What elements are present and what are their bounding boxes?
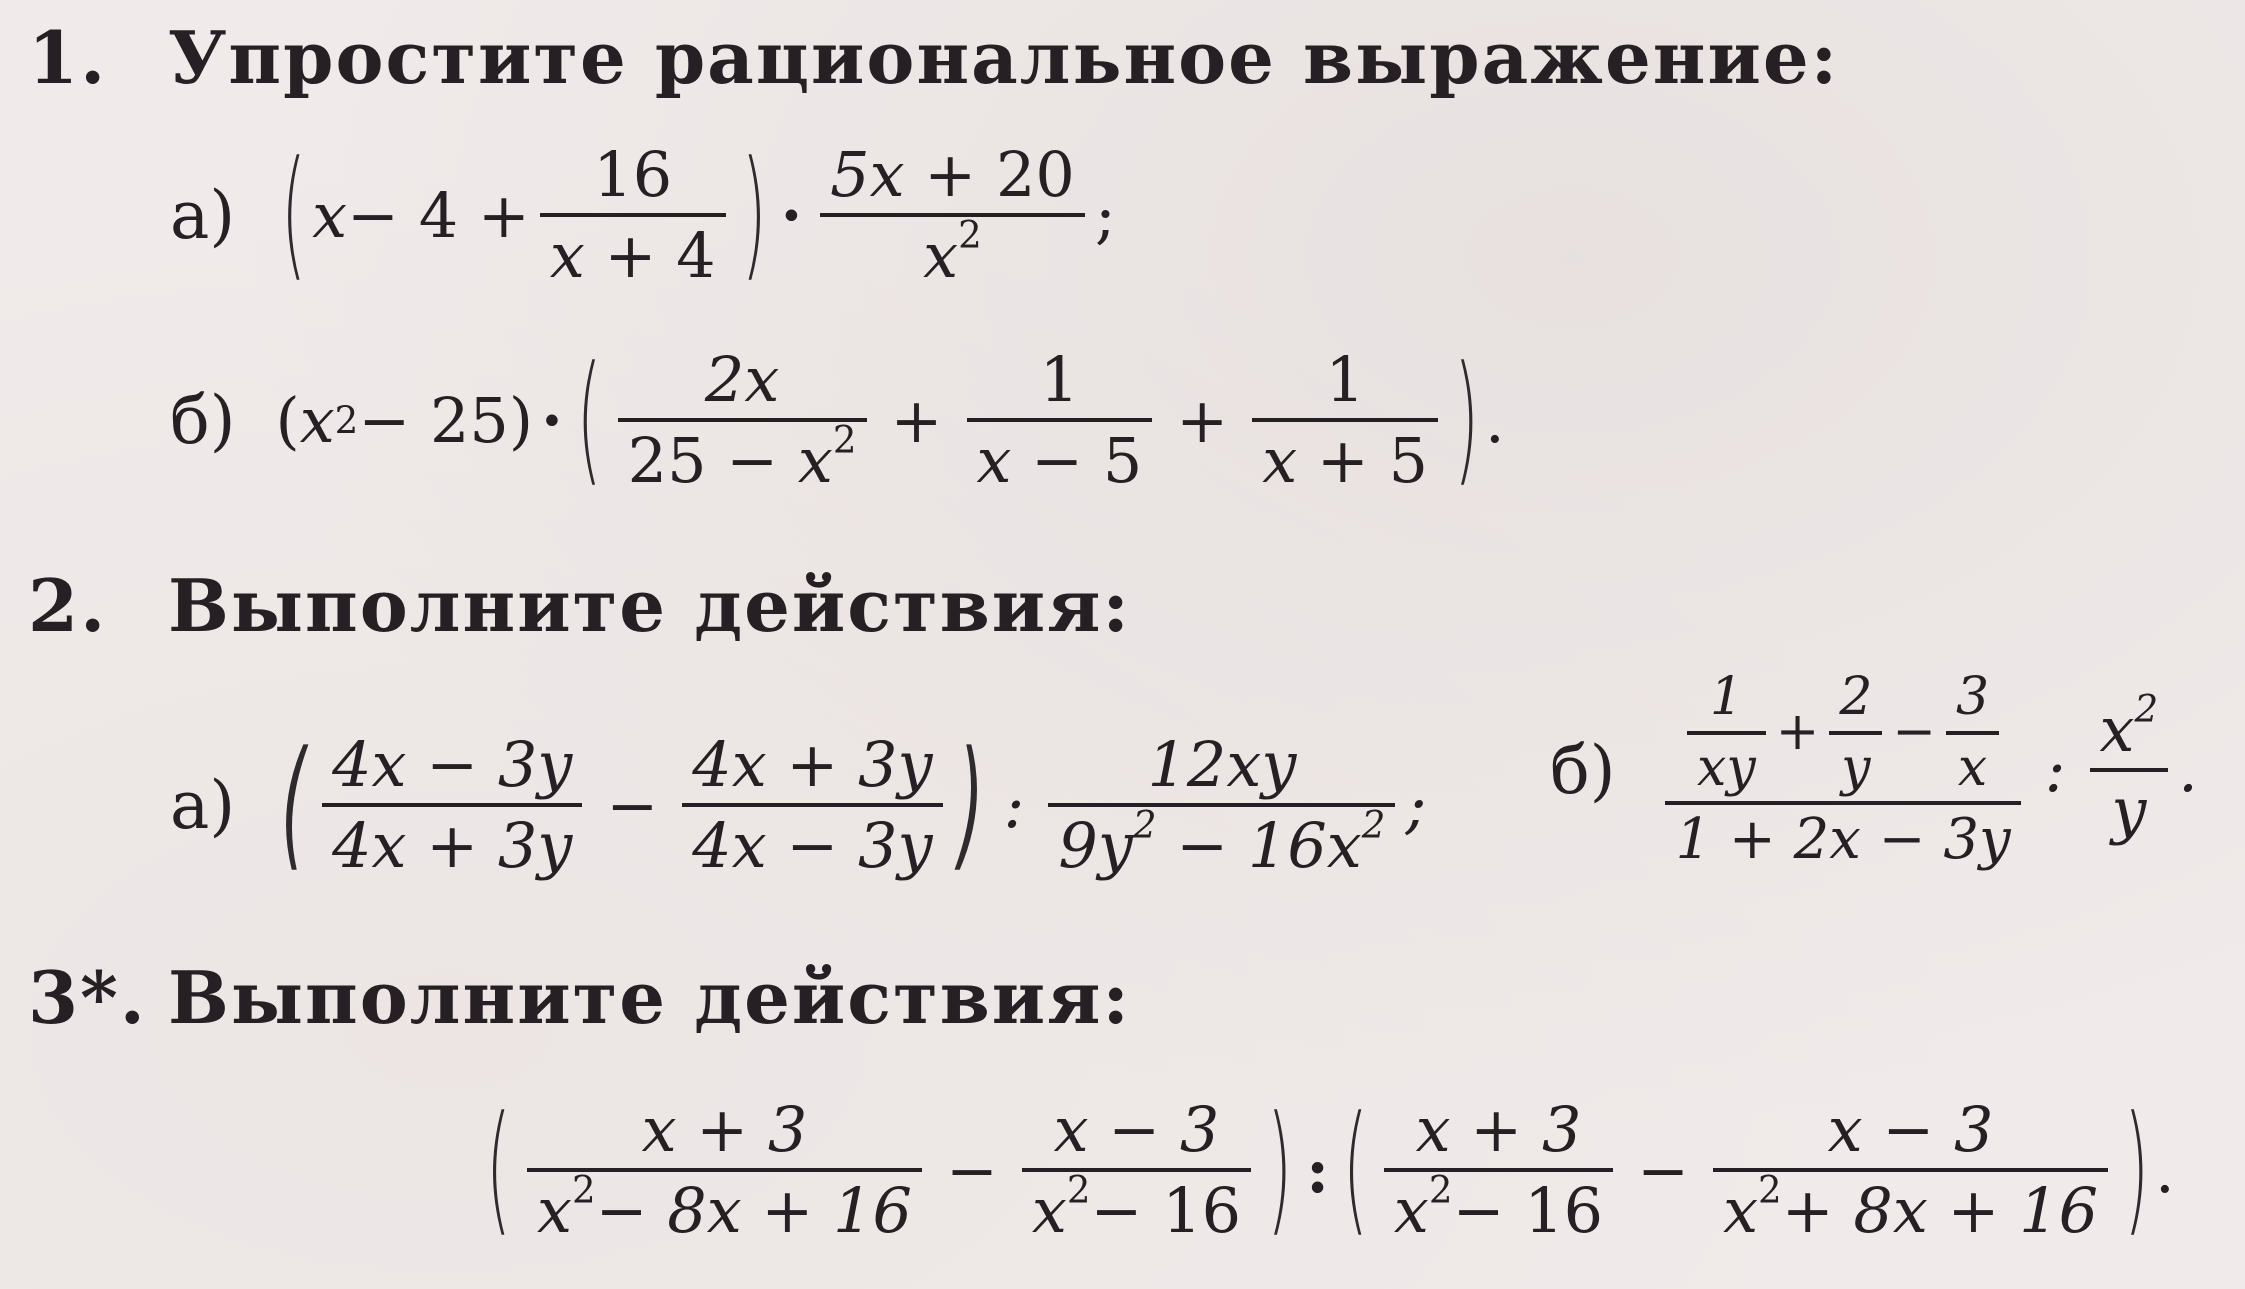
- minus-sign: −: [1637, 1133, 1690, 1207]
- punctuation: .: [2178, 733, 2198, 807]
- denominator: $x^2- 8x + 16$: [536, 1167, 912, 1247]
- fraction: [527, 1092, 922, 1247]
- minus-sign: −: [606, 768, 659, 842]
- denominator: $x^2$: [923, 212, 982, 292]
- fraction-bar: [967, 418, 1153, 422]
- fraction: [967, 342, 1153, 497]
- problem-number: 3*.: [28, 955, 147, 1040]
- divide-colon: :: [1306, 1133, 1329, 1207]
- fraction: [820, 137, 1085, 292]
- fraction: [1048, 727, 1395, 882]
- fraction-bar: [682, 803, 942, 807]
- fraction-bar: [820, 213, 1085, 217]
- denominator: $9y^2 - 16x^2$: [1058, 802, 1386, 882]
- fraction-bar: [1022, 1168, 1251, 1172]
- numerator: 2x: [704, 342, 780, 416]
- numerator: x − 3: [1053, 1092, 1220, 1166]
- fraction: [682, 727, 942, 882]
- item-label: а): [170, 766, 236, 844]
- numerator: 1: [1039, 342, 1080, 416]
- numerator: [1667, 667, 2019, 798]
- right-paren: ): [958, 723, 984, 887]
- expression-1b: ( x 2 − 25) · ( 2x $25 - x^2$ + 1 x − 5 + 1 x + 5 ) .: [275, 338, 1505, 502]
- fraction: 3 x: [1946, 670, 1999, 795]
- denominator: $25 - x^2$: [627, 417, 857, 497]
- terms: − 4 +: [347, 178, 530, 252]
- expression-2b: [1655, 667, 2198, 873]
- fraction-bar: [1048, 803, 1395, 807]
- problem-number: 2.: [28, 563, 108, 648]
- left-paren: (: [281, 723, 307, 887]
- fraction-bar: [618, 418, 867, 422]
- right-paren: ): [1267, 1088, 1293, 1252]
- left-paren: (: [576, 338, 602, 502]
- fraction: [1252, 342, 1438, 497]
- problem-3-heading: [28, 955, 1131, 1040]
- numerator: x + 3: [1415, 1092, 1582, 1166]
- problem-2a: [170, 705, 1426, 905]
- punctuation: .: [2155, 1133, 2175, 1207]
- right-paren: ): [2124, 1088, 2150, 1252]
- problem-1a: [170, 120, 1116, 310]
- fraction: [618, 342, 867, 497]
- denominator: 4x − 3y: [692, 809, 933, 882]
- denominator: $x^2- 16$: [1393, 1167, 1604, 1247]
- fraction-bar: [2090, 768, 2169, 772]
- denominator: x + 4: [549, 219, 716, 292]
- numerator: 4x + 3y: [692, 727, 933, 801]
- punctuation: .: [1484, 383, 1505, 457]
- denominator: x + 5: [1262, 424, 1429, 497]
- multiply-dot: ·: [780, 178, 803, 252]
- fraction: [1384, 1092, 1613, 1247]
- left-paren: (: [1342, 1088, 1368, 1252]
- numerator: x + 3: [641, 1092, 808, 1166]
- fraction: 1 xy: [1687, 670, 1766, 795]
- punctuation: ;: [1094, 178, 1116, 252]
- expression-3: [480, 1088, 2175, 1252]
- multiply-dot: ·: [541, 383, 563, 457]
- numerator: 4x − 3y: [332, 727, 573, 801]
- right-paren: ): [1454, 338, 1479, 502]
- item-label: а): [170, 176, 236, 254]
- fraction: [2090, 686, 2169, 847]
- plus-sign: +: [890, 383, 943, 457]
- term-x: x: [312, 178, 348, 252]
- problem-2b: [1550, 640, 2198, 900]
- denominator: 4x + 3y: [332, 809, 573, 882]
- fraction: [1022, 1092, 1251, 1247]
- problem-2-heading: [28, 563, 1131, 648]
- denominator: 1 + 2x − 3y: [1675, 807, 2011, 873]
- terms: − 25): [358, 383, 534, 457]
- denominator: $x^2+ 8x + 16$: [1723, 1167, 2099, 1247]
- expression-2a: [275, 723, 1427, 887]
- problem-title: Выполните действия:: [168, 563, 1131, 648]
- problem-1-heading: [28, 15, 1840, 100]
- item-label: б): [1550, 731, 1616, 809]
- plus-sign: +: [1176, 383, 1229, 457]
- right-paren: ): [741, 133, 767, 297]
- denominator: $x^2- 16$: [1031, 1167, 1242, 1247]
- divide-colon: :: [1003, 768, 1025, 842]
- fraction-bar: [1384, 1168, 1613, 1172]
- fraction: [1713, 1092, 2108, 1247]
- fraction-bar: [1252, 418, 1438, 422]
- divide-colon: :: [2044, 733, 2066, 807]
- punctuation: ;: [1405, 768, 1427, 842]
- numerator: 16: [593, 137, 673, 211]
- problem-3-expression: [480, 1075, 2175, 1265]
- left-paren: (: [275, 383, 300, 457]
- minus-sign: −: [945, 1133, 998, 1207]
- fraction-bar: [540, 213, 726, 217]
- fraction: [322, 727, 582, 882]
- minus-sign: −: [1892, 702, 1936, 763]
- denominator: y: [2111, 773, 2147, 847]
- problem-number: 1.: [28, 15, 108, 100]
- plus-sign: +: [1775, 702, 1820, 763]
- fraction: 2 y: [1829, 670, 1882, 795]
- expression-1a: [275, 133, 1116, 297]
- numerator: 12xy: [1147, 727, 1297, 801]
- numerator: 5x + 20: [830, 137, 1075, 211]
- denominator: x − 5: [976, 424, 1143, 497]
- complex-fraction: [1665, 667, 2020, 873]
- fraction-bar: [1665, 801, 2020, 805]
- problem-title: Упростите рациональное выражение:: [168, 15, 1840, 100]
- numerator: $x^2$: [2099, 686, 2159, 766]
- numerator: x − 3: [1827, 1092, 1994, 1166]
- left-paren: (: [281, 133, 307, 297]
- fraction: [540, 137, 726, 292]
- numerator: 1: [1325, 342, 1365, 416]
- fraction-bar: [322, 803, 582, 807]
- left-paren: (: [486, 1088, 511, 1252]
- problem-1b: [170, 325, 1505, 515]
- item-label: б): [170, 381, 236, 459]
- problem-title: Выполните действия:: [168, 955, 1131, 1040]
- term-x: x: [299, 383, 335, 457]
